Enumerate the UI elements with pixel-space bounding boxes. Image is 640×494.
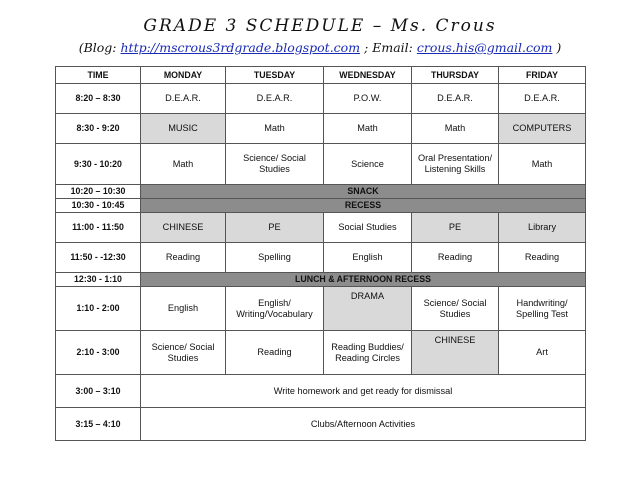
time-cell: 11:00 - 11:50 <box>56 213 141 243</box>
recess-band: RECESS <box>141 199 586 213</box>
class-cell: PE <box>412 213 499 243</box>
time-cell: 11:50 - -12:30 <box>56 243 141 273</box>
time-cell: 1:10 - 2:00 <box>56 287 141 331</box>
time-cell: 3:15 – 4:10 <box>56 408 141 441</box>
class-cell: D.E.A.R. <box>226 84 324 114</box>
column-header-friday: FRIDAY <box>499 67 586 84</box>
time-cell: 3:00 – 3:10 <box>56 375 141 408</box>
table-row <box>56 243 586 273</box>
table-row <box>56 213 586 243</box>
table-row <box>56 84 586 114</box>
snack-band: SNACK <box>141 185 586 199</box>
time-cell: 9:30 - 10:20 <box>56 144 141 185</box>
class-cell: COMPUTERS <box>499 114 586 144</box>
page-title: GRADE 3 SCHEDULE – Ms. Crous <box>143 16 497 36</box>
class-cell: PE <box>226 213 324 243</box>
class-cell: Reading <box>412 243 499 273</box>
time-cell: 10:20 – 10:30 <box>56 185 141 199</box>
column-header-wednesday: WEDNESDAY <box>324 67 412 84</box>
blog-link[interactable]: http://mscrous3rdgrade.blogspot.com <box>120 40 361 55</box>
time-cell: 12:30 - 1:10 <box>56 273 141 287</box>
column-header-monday: MONDAY <box>141 67 226 84</box>
class-cell: English <box>324 243 412 273</box>
class-cell: Library <box>499 213 586 243</box>
class-cell: D.E.A.R. <box>412 84 499 114</box>
class-cell: Science/ Social Studies <box>141 331 226 375</box>
schedule-table <box>55 66 586 441</box>
table-row <box>56 287 586 331</box>
table-row <box>56 199 586 213</box>
table-row <box>56 114 586 144</box>
class-cell: Social Studies <box>324 213 412 243</box>
class-cell: Reading <box>141 243 226 273</box>
blog-label: (Blog: <box>78 40 117 55</box>
class-cell: MUSIC <box>141 114 226 144</box>
class-cell: Reading <box>226 331 324 375</box>
span-cell: Clubs/Afternoon Activities <box>141 408 586 441</box>
class-cell: CHINESE <box>141 213 226 243</box>
class-cell: Math <box>412 114 499 144</box>
class-cell: Handwriting/ Spelling Test <box>499 287 586 331</box>
table-row <box>56 331 586 375</box>
table-row <box>56 185 586 199</box>
class-cell: Math <box>324 114 412 144</box>
class-cell: DRAMA <box>324 287 412 331</box>
class-cell: D.E.A.R. <box>141 84 226 114</box>
email-link[interactable]: crous.his@gmail.com <box>416 40 553 55</box>
class-cell: P.O.W. <box>324 84 412 114</box>
class-cell: Math <box>226 114 324 144</box>
table-row <box>56 375 586 408</box>
column-header-time: TIME <box>56 67 141 84</box>
class-cell: Spelling <box>226 243 324 273</box>
time-cell: 8:20 – 8:30 <box>56 84 141 114</box>
table-row <box>56 408 586 441</box>
class-cell: Oral Presentation/ Listening Skills <box>412 144 499 185</box>
class-cell: English/ Writing/Vocabulary <box>226 287 324 331</box>
close-paren: ) <box>556 40 562 55</box>
span-cell: Write homework and get ready for dismissal <box>141 375 586 408</box>
class-cell: Reading Buddies/ Reading Circles <box>324 331 412 375</box>
lunch-band: LUNCH & AFTERNOON RECESS <box>141 273 586 287</box>
contact-line <box>0 40 640 55</box>
column-header-tuesday: TUESDAY <box>226 67 324 84</box>
class-cell: English <box>141 287 226 331</box>
class-cell: Math <box>499 144 586 185</box>
time-cell: 2:10 - 3:00 <box>56 331 141 375</box>
class-cell: CHINESE <box>412 331 499 375</box>
time-cell: 8:30 - 9:20 <box>56 114 141 144</box>
class-cell: Science/ Social Studies <box>226 144 324 185</box>
class-cell: Science <box>324 144 412 185</box>
email-label: ; Email: <box>364 40 413 55</box>
table-row <box>56 144 586 185</box>
time-cell: 10:30 - 10:45 <box>56 199 141 213</box>
class-cell: Reading <box>499 243 586 273</box>
class-cell: Math <box>141 144 226 185</box>
header-row <box>56 67 586 84</box>
class-cell: Science/ Social Studies <box>412 287 499 331</box>
class-cell: Art <box>499 331 586 375</box>
table-row <box>56 273 586 287</box>
column-header-thursday: THURSDAY <box>412 67 499 84</box>
class-cell: D.E.A.R. <box>499 84 586 114</box>
